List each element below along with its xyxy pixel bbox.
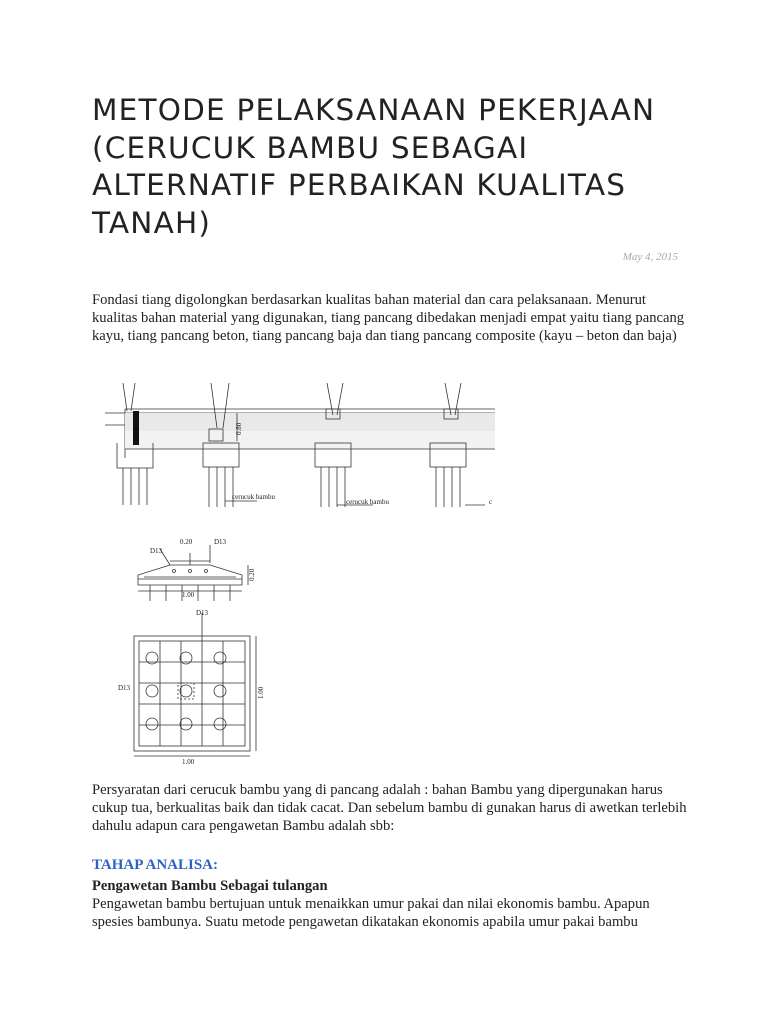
article-title: METODE PELAKSANAAN PEKERJAAN (CERUCUK BAMBU SEBAGAI ALTERNATIF PERBAIKAN KUALITAS TANAH) [92,93,656,240]
label-d13-right: D13 [214,538,227,546]
label-cerucuk-bambu-2: cerucuk bambu [346,498,389,506]
plan-label-dim-bottom: 1.00 [182,758,195,765]
plan-label-d13-top: D13 [196,609,209,617]
label-dim-020-side: 0.20 [248,568,256,581]
pile-plan-drawing [118,605,273,765]
preservation-section [92,877,688,932]
requirements-paragraph: Persyaratan dari cerucuk bambu yang di pancang adalah : bahan Bambu yang dipergunakan harus cukup tua, berkualitas baik dan tidak cacat. Dan sebelum bambu di gunakan harus di awetkan terlebih dahulu adapun cara pengawetan Bambu adalah sbb: [92,782,687,835]
plan-label-dim-side: 1.00 [257,686,265,699]
section-heading: TAHAP ANALISA: [92,857,218,873]
label-cerucuk-bambu-1: cerucuk bambu [232,493,275,501]
footing-section-drawing [130,535,260,610]
label-dim-height: 0.80 [235,422,243,435]
label-c: c [489,498,493,506]
label-dim-100: 1.00 [182,591,195,599]
subheading: Pengawetan Bambu Sebagai tulangan [92,878,328,894]
label-dim-020-top: 0.20 [180,538,193,546]
post-date: May 4, 2015 [622,251,678,263]
preservation-paragraph: Pengawetan bambu bertujuan untuk menaikkan umur pakai dan nilai ekonomis bambu. Apapun spesies bambunya. Suatu metode pengawetan dikatakan ekonomis apabila umur pakai bambu [92,896,650,931]
intro-paragraph: Fondasi tiang digolongkan berdasarkan kualitas bahan material dan cara pelaksanaan. Menurut kualitas bahan material yang digunakan, tiang pancang dibedakan menjadi empat yaitu tiang pancang kayu, tiang pancang beton, tiang pancang baja dan tiang pancang composite (kayu – beton dan baja) [92,292,685,345]
label-d13-left: D13 [150,547,163,555]
cross-section-drawing [105,383,495,518]
plan-label-d13-left: D13 [118,684,131,692]
